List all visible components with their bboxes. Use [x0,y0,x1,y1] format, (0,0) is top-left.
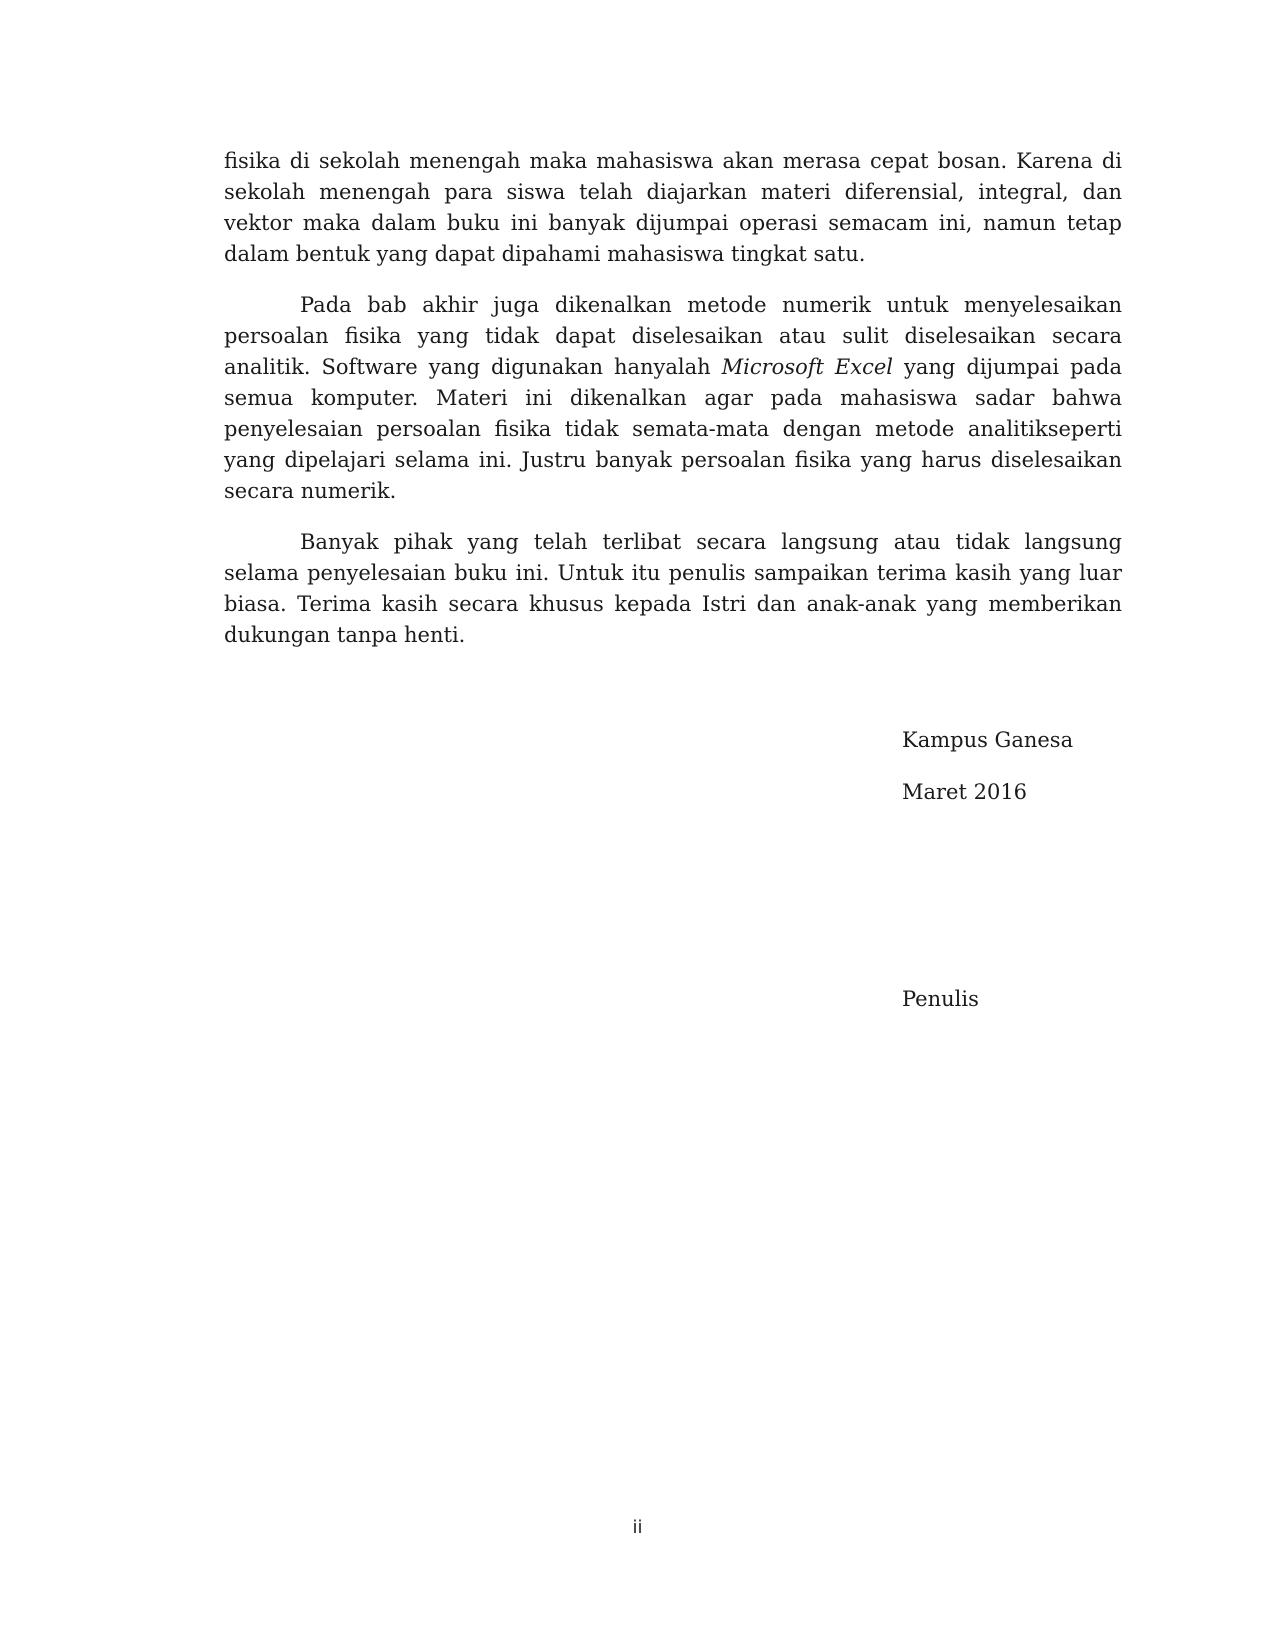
body-text [224,146,1122,671]
paragraph-3: Banyak pihak yang telah terlibat secara langsung atau tidak langsung selama penyelesaian buku ini. Untuk itu penulis sampaikan terima kasih yang luar biasa. Terima kasih secara khusus kepada Istri dan anak-anak yang memberikan dukungan tanpa henti. [224,530,1122,647]
paragraph-2 [224,290,1122,507]
software-name: Microsoft Excel [721,355,894,379]
signature-author: Penulis [902,987,979,1011]
signature-date: Maret 2016 [902,780,1028,804]
paragraph-2-text-start: Pada bab akhir juga dikenalkan metode numerik untuk menyelesaikan persoalan fisika yang tidak dapat diselesaikan atau sulit diselesaikan secara analitik. Software yang digunakan hanyalah [224,293,1122,379]
paragraph-2-text-end: yang dijumpai pada semua komputer. Materi ini dikenalkan agar pada mahasiswa sadar bahwa penyelesaian persoalan fisika tidak semata-mata dengan metode analitikseperti yang dipelajari selama ini. Justru banyak persoalan fisika yang harus diselesaikan secara numerik. [224,355,1123,503]
page-number: ii [632,1517,643,1538]
signature-place: Kampus Ganesa [902,728,1074,752]
paragraph-1: fisika di sekolah menengah maka mahasiswa akan merasa cepat bosan. Karena di sekolah menengah para siswa telah diajarkan materi diferensial, integral, dan vektor maka dalam buku ini banyak dijumpai operasi semacam ini, namun tetap dalam bentuk yang dapat dipahami mahasiswa tingkat satu. [224,149,1122,266]
